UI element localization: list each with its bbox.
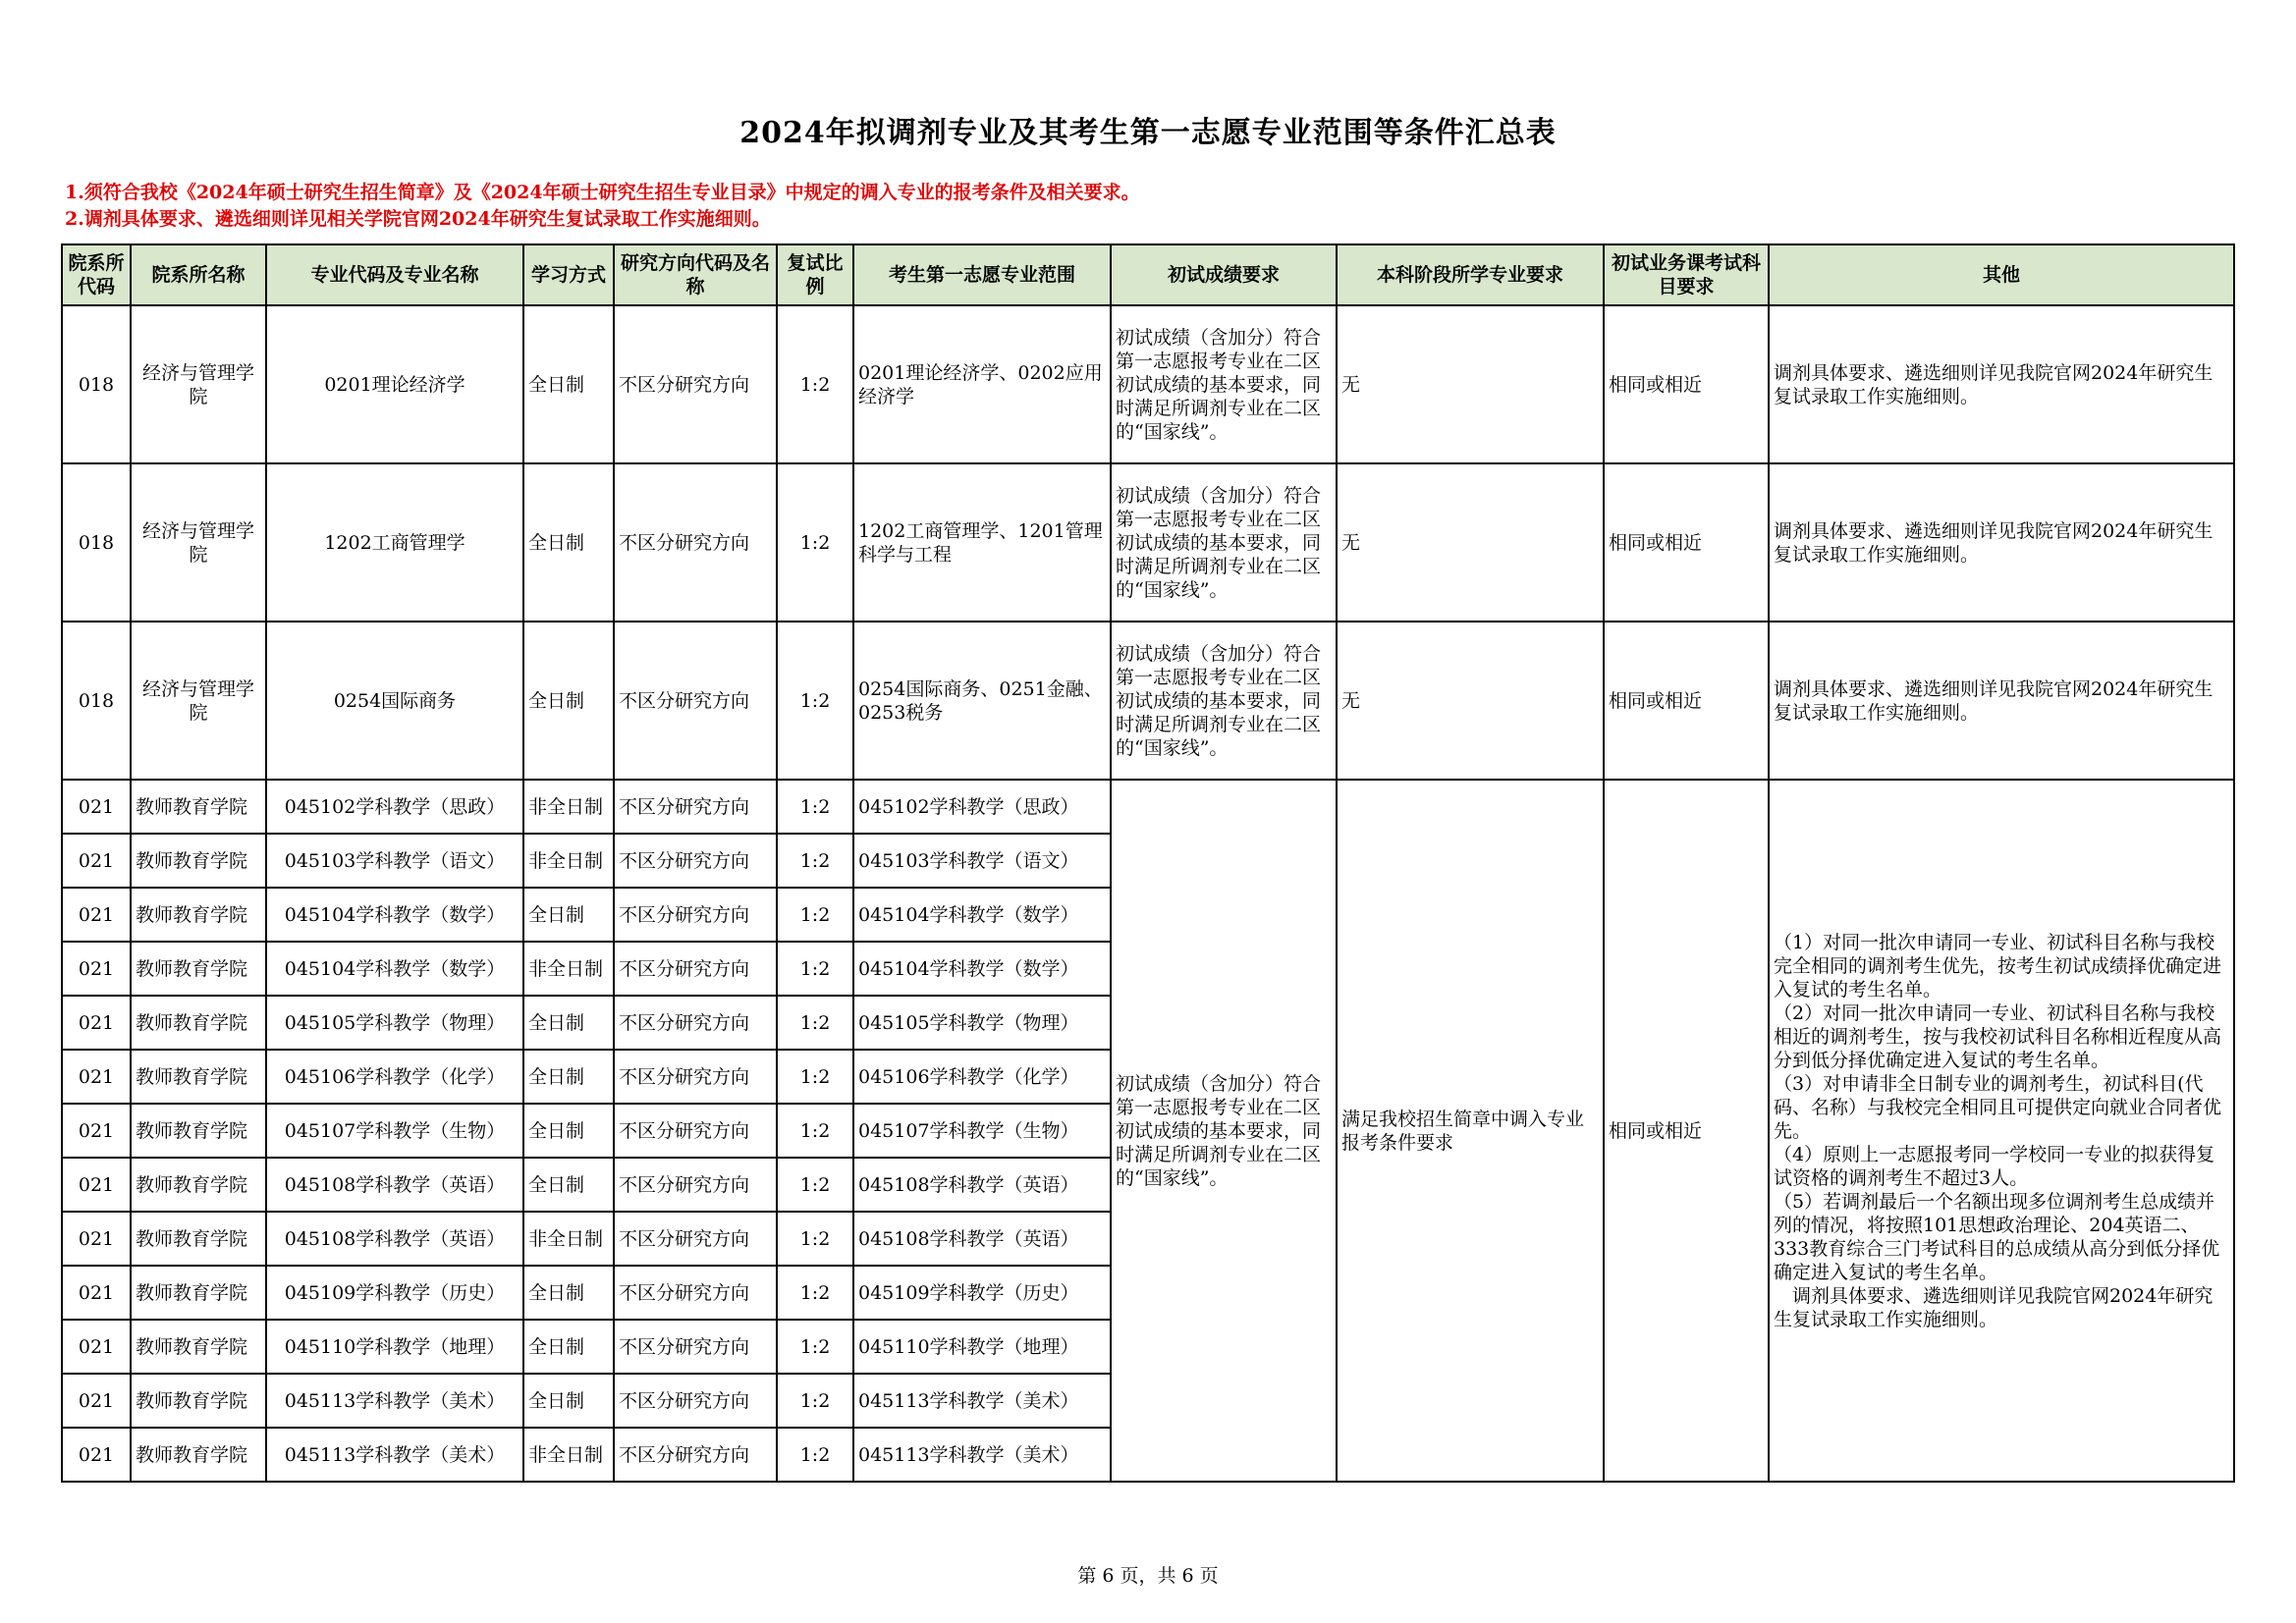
cell-ratio: 1:2 [777,463,853,622]
cell-mode: 非全日制 [523,942,614,996]
cell-major: 045106学科教学（化学） [266,1050,523,1104]
cell-first-choice: 1202工商管理学、1201管理科学与工程 [853,463,1111,622]
cell-direction: 不区分研究方向 [614,463,777,622]
cell-college: 教师教育学院 [131,1104,266,1158]
note-1: 1.须符合我校《2024年硕士研究生招生简章》及《2024年硕士研究生招生专业目录》中规定的调入专业的报考条件及相关要求。 [65,182,1140,203]
cell-ratio: 1:2 [777,888,853,942]
cell-major: 1202工商管理学 [266,463,523,622]
cell-code: 021 [62,1104,131,1158]
cell-code: 018 [62,305,131,463]
cell-mode: 全日制 [523,1320,614,1374]
cell-code: 021 [62,834,131,888]
cell-first-choice: 045104学科教学（数学） [853,888,1111,942]
cell-direction: 不区分研究方向 [614,1158,777,1212]
header-college: 院系所名称 [131,244,266,305]
cell-first-choice: 045106学科教学（化学） [853,1050,1111,1104]
page-footer: 第 6 页，共 6 页 [1077,1565,1219,1587]
cell-mode: 非全日制 [523,780,614,834]
cell-ratio: 1:2 [777,305,853,463]
table-row [62,780,2234,834]
cell-code: 021 [62,1212,131,1266]
cell-first-choice: 045103学科教学（语文） [853,834,1111,888]
cell-mode: 全日制 [523,622,614,780]
cell-mode: 全日制 [523,1050,614,1104]
cell-other: 调剂具体要求、遴选细则详见我院官网2024年研究生复试录取工作实施细则。 [1769,463,2234,622]
cell-college: 教师教育学院 [131,1428,266,1482]
cell-college: 教师教育学院 [131,1320,266,1374]
cell-other: 调剂具体要求、遴选细则详见我院官网2024年研究生复试录取工作实施细则。 [1769,622,2234,780]
cell-code: 021 [62,1374,131,1428]
cell-ratio: 1:2 [777,780,853,834]
cell-major: 045102学科教学（思政） [266,780,523,834]
table-row [62,622,2234,780]
cell-ratio: 1:2 [777,622,853,780]
cell-ratio: 1:2 [777,1050,853,1104]
cell-direction: 不区分研究方向 [614,1266,777,1320]
other-line: （4）原则上一志愿报考同一学校同一专业的拟获得复试资格的调剂考生不超过3人。 [1774,1143,2215,1189]
note-2: 2.调剂具体要求、遴选细则详见相关学院官网2024年研究生复试录取工作实施细则。 [65,208,771,230]
header-exam-req: 初试业务课考试科目要求 [1604,244,1769,305]
cell-college: 教师教育学院 [131,1266,266,1320]
cell-other-merged [1769,780,2234,1482]
cell-direction: 不区分研究方向 [614,888,777,942]
cell-college: 教师教育学院 [131,1212,266,1266]
cell-ratio: 1:2 [777,1320,853,1374]
cell-direction: 不区分研究方向 [614,305,777,463]
cell-college: 教师教育学院 [131,888,266,942]
table-header-row [62,244,2234,305]
other-line: 调剂具体要求、遴选细则详见我院官网2024年研究生复试录取工作实施细则。 [1774,1284,2214,1330]
cell-mode: 非全日制 [523,834,614,888]
cell-mode: 全日制 [523,1158,614,1212]
cell-major: 045113学科教学（美术） [266,1428,523,1482]
cell-score-req-merged: 初试成绩（含加分）符合第一志愿报考专业在二区初试成绩的基本要求，同时满足所调剂专业在二区的“国家线”。 [1111,780,1337,1482]
cell-college: 经济与管理学院 [131,622,266,780]
cell-score-req: 初试成绩（含加分）符合第一志愿报考专业在二区初试成绩的基本要求，同时满足所调剂专业在二区的“国家线”。 [1111,463,1337,622]
cell-code: 021 [62,942,131,996]
cell-ratio: 1:2 [777,942,853,996]
cell-undergrad-req: 无 [1337,463,1604,622]
other-line: （1）对同一批次申请同一专业、初试科目名称与我校完全相同的调剂考生优先，按考生初试成绩择优确定进入复试的考生名单。 [1774,931,2222,1001]
cell-exam-req: 相同或相近 [1604,463,1769,622]
cell-exam-req-merged: 相同或相近 [1604,780,1769,1482]
cell-ratio: 1:2 [777,1266,853,1320]
other-line: （2）对同一批次申请同一专业、初试科目名称与我校相近的调剂考生，按与我校初试科目名称相近程度从高分到低分择优确定进入复试的考生名单。 [1774,1001,2222,1071]
cell-first-choice: 045102学科教学（思政） [853,780,1111,834]
header-ratio: 复试比例 [777,244,853,305]
table-row [62,305,2234,463]
cell-major: 045107学科教学（生物） [266,1104,523,1158]
cell-major: 045104学科教学（数学） [266,888,523,942]
cell-ratio: 1:2 [777,1158,853,1212]
header-mode: 学习方式 [523,244,614,305]
cell-ratio: 1:2 [777,834,853,888]
cell-major: 045105学科教学（物理） [266,996,523,1050]
cell-direction: 不区分研究方向 [614,996,777,1050]
cell-college: 经济与管理学院 [131,463,266,622]
cell-direction: 不区分研究方向 [614,1320,777,1374]
cell-first-choice: 045105学科教学（物理） [853,996,1111,1050]
cell-college: 教师教育学院 [131,1050,266,1104]
cell-mode: 全日制 [523,1104,614,1158]
header-direction: 研究方向代码及名称 [614,244,777,305]
cell-major: 045113学科教学（美术） [266,1374,523,1428]
cell-exam-req: 相同或相近 [1604,622,1769,780]
cell-first-choice: 045104学科教学（数学） [853,942,1111,996]
header-other: 其他 [1769,244,2234,305]
table-row [62,463,2234,622]
cell-mode: 全日制 [523,1374,614,1428]
cell-major: 045109学科教学（历史） [266,1266,523,1320]
cell-ratio: 1:2 [777,1212,853,1266]
cell-mode: 全日制 [523,888,614,942]
cell-code: 018 [62,463,131,622]
cell-undergrad-req: 无 [1337,305,1604,463]
cell-ratio: 1:2 [777,996,853,1050]
cell-major: 045108学科教学（英语） [266,1158,523,1212]
cell-code: 021 [62,888,131,942]
cell-undergrad-req: 无 [1337,622,1604,780]
cell-major: 045108学科教学（英语） [266,1212,523,1266]
header-score-req: 初试成绩要求 [1111,244,1337,305]
cell-direction: 不区分研究方向 [614,780,777,834]
cell-first-choice: 045108学科教学（英语） [853,1158,1111,1212]
cell-code: 021 [62,780,131,834]
cell-code: 018 [62,622,131,780]
summary-table [61,243,2235,1483]
cell-code: 021 [62,1428,131,1482]
cell-major: 045103学科教学（语文） [266,834,523,888]
other-line: （3）对申请非全日制专业的调剂考生，初试科目(代码、名称）与我校完全相同且可提供定向就业合同者优先。 [1774,1072,2222,1142]
cell-college: 教师教育学院 [131,834,266,888]
cell-major: 045110学科教学（地理） [266,1320,523,1374]
cell-first-choice: 045110学科教学（地理） [853,1320,1111,1374]
cell-mode: 全日制 [523,996,614,1050]
cell-ratio: 1:2 [777,1374,853,1428]
cell-code: 021 [62,1320,131,1374]
cell-mode: 非全日制 [523,1428,614,1482]
header-code: 院系所代码 [62,244,131,305]
cell-first-choice: 045113学科教学（美术） [853,1374,1111,1428]
cell-college: 教师教育学院 [131,996,266,1050]
cell-score-req: 初试成绩（含加分）符合第一志愿报考专业在二区初试成绩的基本要求，同时满足所调剂专业在二区的“国家线”。 [1111,305,1337,463]
cell-mode: 全日制 [523,1266,614,1320]
cell-exam-req: 相同或相近 [1604,305,1769,463]
cell-direction: 不区分研究方向 [614,1428,777,1482]
cell-direction: 不区分研究方向 [614,834,777,888]
cell-direction: 不区分研究方向 [614,1050,777,1104]
header-major: 专业代码及专业名称 [266,244,523,305]
cell-direction: 不区分研究方向 [614,622,777,780]
cell-college: 教师教育学院 [131,942,266,996]
cell-code: 021 [62,1158,131,1212]
cell-college: 经济与管理学院 [131,305,266,463]
cell-direction: 不区分研究方向 [614,1104,777,1158]
cell-code: 021 [62,996,131,1050]
cell-major: 045104学科教学（数学） [266,942,523,996]
cell-undergrad-req-merged: 满足我校招生简章中调入专业报考条件要求 [1337,780,1604,1482]
cell-direction: 不区分研究方向 [614,942,777,996]
cell-first-choice: 045107学科教学（生物） [853,1104,1111,1158]
cell-code: 021 [62,1266,131,1320]
cell-first-choice: 0254国际商务、0251金融、0253税务 [853,622,1111,780]
cell-major: 0254国际商务 [266,622,523,780]
header-first-choice: 考生第一志愿专业范围 [853,244,1111,305]
other-line: （5）若调剂最后一个名额出现多位调剂考生总成绩并列的情况，将按照101思想政治理论、204英语二、333教育综合三门考试科目的总成绩从高分到低分择优确定进入复试的考生名单。 [1774,1190,2220,1283]
cell-major: 0201理论经济学 [266,305,523,463]
cell-college: 教师教育学院 [131,1374,266,1428]
cell-mode: 全日制 [523,305,614,463]
cell-mode: 非全日制 [523,1212,614,1266]
cell-ratio: 1:2 [777,1428,853,1482]
cell-direction: 不区分研究方向 [614,1374,777,1428]
cell-college: 教师教育学院 [131,1158,266,1212]
cell-other: 调剂具体要求、遴选细则详见我院官网2024年研究生复试录取工作实施细则。 [1769,305,2234,463]
cell-college: 教师教育学院 [131,780,266,834]
cell-direction: 不区分研究方向 [614,1212,777,1266]
cell-first-choice: 045108学科教学（英语） [853,1212,1111,1266]
cell-first-choice: 045113学科教学（美术） [853,1428,1111,1482]
cell-first-choice: 045109学科教学（历史） [853,1266,1111,1320]
cell-ratio: 1:2 [777,1104,853,1158]
page-title: 2024年拟调剂专业及其考生第一志愿专业范围等条件汇总表 [739,116,1557,150]
header-undergrad-req: 本科阶段所学专业要求 [1337,244,1604,305]
cell-first-choice: 0201理论经济学、0202应用经济学 [853,305,1111,463]
cell-score-req: 初试成绩（含加分）符合第一志愿报考专业在二区初试成绩的基本要求，同时满足所调剂专业在二区的“国家线”。 [1111,622,1337,780]
cell-code: 021 [62,1050,131,1104]
cell-mode: 全日制 [523,463,614,622]
